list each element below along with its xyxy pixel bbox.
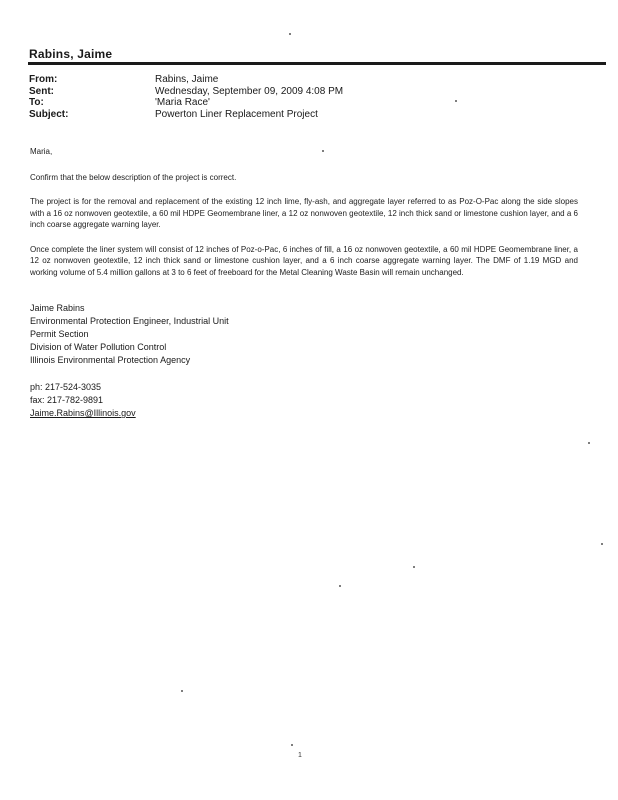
greeting: Maria, (30, 147, 53, 156)
signature-spacer (30, 367, 330, 381)
signature-phone: ph: 217-524-3035 (30, 382, 102, 392)
sender-heading: Rabins, Jaime (29, 47, 113, 61)
subject-label: Subject: (29, 108, 69, 120)
to-row (29, 97, 589, 109)
from-label: From: (29, 74, 58, 85)
scan-speck (413, 566, 415, 568)
email-body (30, 146, 578, 291)
sent-value: Wednesday, September 09, 2009 4:08 PM (155, 85, 344, 97)
subject-value: Powerton Liner Replacement Project (155, 108, 318, 120)
scan-speck (601, 543, 603, 545)
header-divider (28, 62, 606, 65)
from-value: Rabins, Jaime (155, 74, 219, 85)
signature-fax: fax: 217-782-9891 (30, 395, 104, 405)
page-number: 1 (298, 752, 302, 759)
scan-speck (588, 442, 590, 444)
scan-speck (322, 150, 324, 152)
signature-agency: Illinois Environmental Protection Agency (30, 355, 191, 365)
sent-label: Sent: (29, 85, 54, 97)
email-header (29, 74, 589, 120)
signature-email-link[interactable]: Jaime.Rabins@Illinois.gov (30, 408, 136, 418)
sent-row (29, 86, 589, 98)
body-paragraph-2: The project is for the removal and replacement of the existing 12 inch lime, fly-ash, and aggregate layer referred to as Poz-O-Pac along the side slopes with a 16 oz nonwoven geotextile, a 60 mil HDPE Geomembrane liner, a 12 oz nonwoven geotextile, 12 inch thick sand or limestone cushion layer, and a 6 inch coarse aggregate warning layer. (30, 197, 578, 229)
scan-speck (339, 585, 341, 587)
signature-name: Jaime Rabins (30, 303, 85, 313)
body-paragraph-3: Once complete the liner system will consist of 12 inches of Poz-o-Pac, 6 inches of fill, a 16 oz nonwoven geotextile, a 60 mil HDPE Geomembrane liner, a 12 oz nonwoven geotextile, 12 inch thick sand or limestone cushion layer, and a 6 inch coarse aggregate warning layer. The DMF of 1.19 MGD and working volume of 5.4 million gallons at 3 to 6 feet of freeboard for the Metal Cleaning Waste Basin will remain unchanged. (30, 244, 578, 277)
signature-division: Division of Water Pollution Control (30, 342, 167, 352)
subject-row (29, 109, 589, 121)
scan-speck (291, 744, 293, 746)
signature-title: Environmental Protection Engineer, Industrial Unit (30, 316, 229, 326)
signature-block (30, 302, 330, 420)
signature-section: Permit Section (30, 329, 89, 339)
scan-speck (289, 33, 291, 35)
body-paragraph-1: Confirm that the below description of the project is correct. (30, 172, 237, 182)
to-value: 'Maria Race' (155, 97, 210, 108)
from-row (29, 74, 589, 86)
scan-speck (455, 100, 457, 102)
scan-speck (181, 690, 183, 692)
to-label: To: (29, 97, 44, 108)
